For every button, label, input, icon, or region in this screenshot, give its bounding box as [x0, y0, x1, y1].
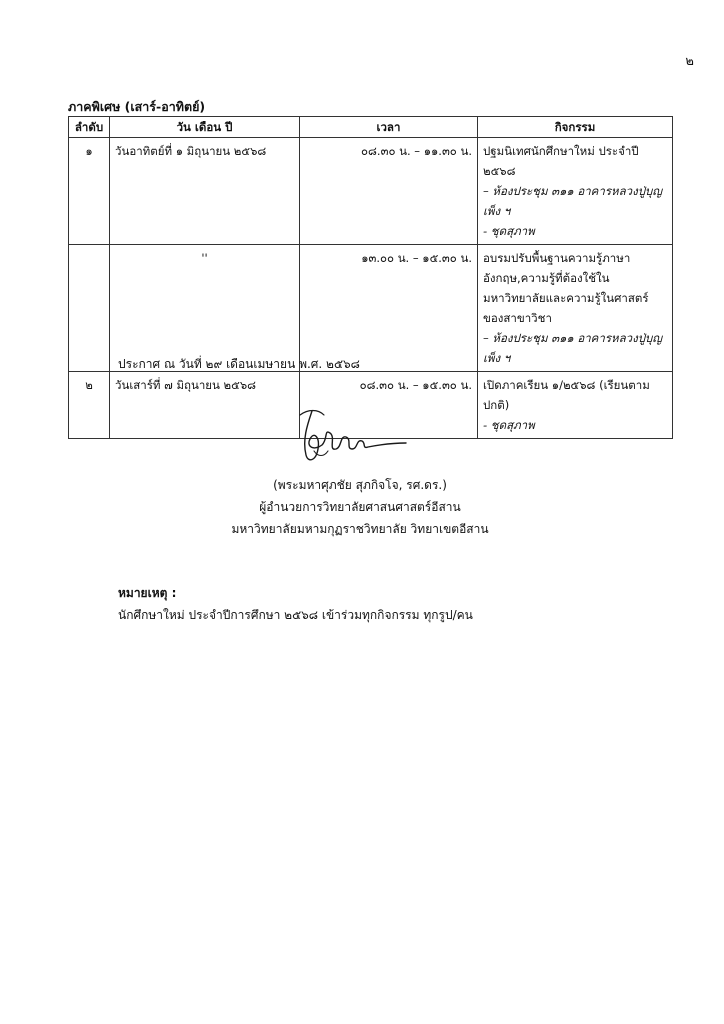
handwritten-signature	[288, 405, 408, 467]
remark-text: นักศึกษาใหม่ ประจำปีการศึกษา ๒๕๖๘ เข้าร่วมทุกกิจกรรม ทุกรูป/คน	[118, 608, 473, 622]
remark-label: หมายเหตุ :	[118, 586, 177, 600]
row-activity: อบรมปรับพื้นฐานความรู้ภาษาอังกฤษ,ความรู้ที่ต้องใช้ในมหาวิทยาลัยและความรู้ในศาสตร์ของสาขาวิชา	[483, 251, 649, 325]
table-header-row	[69, 117, 673, 138]
row-note: – ห้องประชุม ๓๑๑ อาคารหลวงปู่บุญเพ็ง ฯ	[483, 331, 663, 365]
row-time: ๐๘.๓๐ น. – ๑๑.๓๐ น.	[300, 138, 478, 245]
header-activity: กิจกรรม	[478, 117, 673, 138]
signer-organization: มหาวิทยาลัยมหามกุฏราชวิทยาลัย วิทยาเขตอีสาน	[231, 522, 489, 536]
signer-block	[230, 474, 490, 540]
row-note: – ห้องประชุม ๓๑๑ อาคารหลวงปู่บุญเพ็ง ฯ	[483, 184, 663, 218]
row-note: - ชุดสุภาพ	[483, 224, 535, 238]
row-activity-cell	[478, 372, 673, 439]
row-time: ๐๘.๓๐ น. – ๑๕.๓๐ น.	[300, 372, 478, 439]
signer-name: (พระมหาศุภชัย สุภกิจโจ, รศ.ดร.)	[273, 478, 447, 492]
row-activity: เปิดภาคเรียน ๑/๒๕๖๘ (เรียนตามปกติ)	[483, 378, 650, 412]
row-note: - ชุดสุภาพ	[483, 418, 535, 432]
schedule-table	[68, 116, 673, 439]
row-activity: ปฐมนิเทศนักศึกษาใหม่ ประจำปี ๒๕๖๘	[483, 144, 639, 178]
row-activity-cell	[478, 245, 673, 372]
signer-position: ผู้อำนวยการวิทยาลัยศาสนศาสตร์อีสาน	[259, 500, 461, 514]
row-date: ''	[110, 245, 300, 372]
table-row	[69, 245, 673, 372]
page-number: ๒	[685, 54, 694, 69]
announcement-date: ประกาศ ณ วันที่ ๒๙ เดือนเมษายน พ.ศ. ๒๕๖๘	[118, 357, 360, 371]
row-time: ๑๓.๐๐ น. – ๑๕.๓๐ น.	[300, 245, 478, 372]
section-title: ภาคพิเศษ (เสาร์-อาทิตย์)	[68, 99, 206, 114]
row-number: ๑	[69, 138, 110, 245]
table-row	[69, 138, 673, 245]
row-activity-cell	[478, 138, 673, 245]
header-date: วัน เดือน ปี	[110, 117, 300, 138]
header-time: เวลา	[300, 117, 478, 138]
row-date: วันเสาร์ที่ ๗ มิถุนายน ๒๕๖๘	[110, 372, 300, 439]
row-date: วันอาทิตย์ที่ ๑ มิถุนายน ๒๕๖๘	[110, 138, 300, 245]
row-number: ๒	[69, 372, 110, 439]
row-number	[69, 245, 110, 372]
header-number: ลำดับ	[69, 117, 110, 138]
